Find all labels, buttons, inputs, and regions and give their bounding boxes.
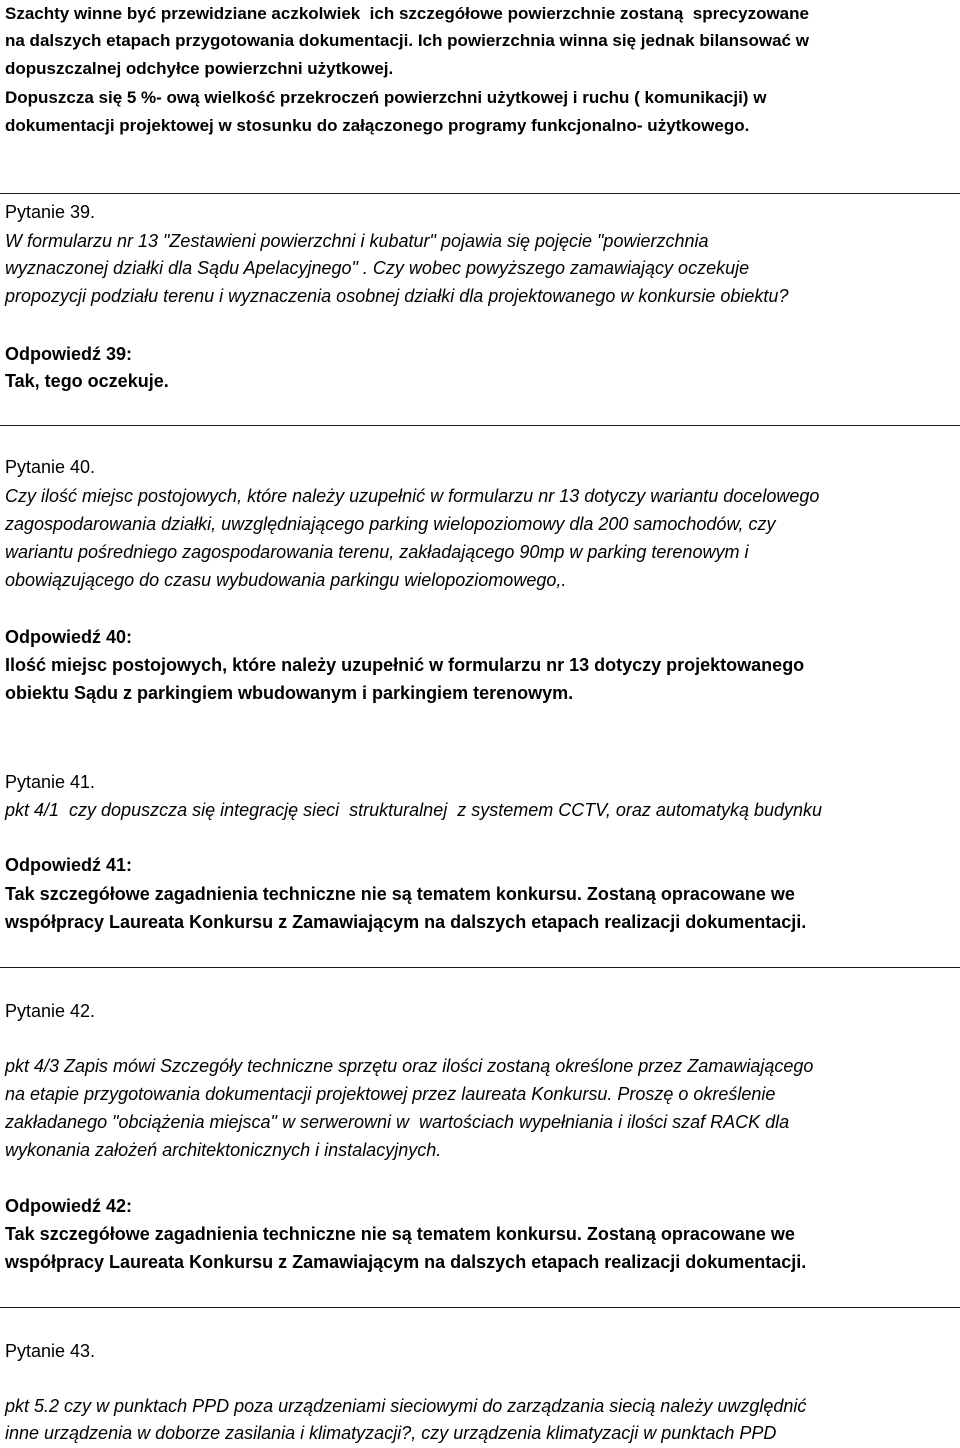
question-label: Pytanie 39. xyxy=(5,202,96,222)
question-label: Pytanie 43. xyxy=(5,1341,96,1361)
question-label: Pytanie 41. xyxy=(5,772,96,792)
divider xyxy=(0,967,960,968)
answer-text-line: Tak, tego oczekuje. xyxy=(5,371,169,391)
question-text-line: pkt 4/3 Zapis mówi Szczegóły techniczne sprzętu oraz ilości zostaną określone przez Zamawiającego xyxy=(5,1056,814,1076)
answer-label: Odpowiedź 41: xyxy=(5,855,133,875)
question-text-line: na etapie przygotowania dokumentacji projektowej przez laureata Konkursu. Proszę o określenie xyxy=(5,1084,776,1104)
question-text-line: W formularzu nr 13 "Zestawieni powierzchni i kubatur" pojawia się pojęcie "powierzchnia xyxy=(5,231,709,251)
divider xyxy=(0,1307,960,1308)
question-text-line: wykonania założeń architektonicznych i instalacyjnych. xyxy=(5,1140,442,1160)
intro-line: na dalszych etapach przygotowania dokumentacji. Ich powierzchnia winna się jednak bilansować w xyxy=(5,31,809,50)
answer-label: Odpowiedź 39: xyxy=(5,344,133,364)
question-text-line: zakładanego "obciążenia miejsca" w serwerowni w wartościach wypełniania i ilości szaf RACK dla xyxy=(5,1112,790,1132)
answer-text-line: współpracy Laureata Konkursu z Zamawiającym na dalszych etapach realizacji dokumentacji. xyxy=(5,1252,807,1272)
answer-text-line: Tak szczegółowe zagadnienia techniczne nie są tematem konkursu. Zostaną opracowane we xyxy=(5,1224,795,1244)
intro-line: dokumentacji projektowej w stosunku do załączonego programy funkcjonalno- użytkowego. xyxy=(5,116,750,135)
answer-text-line: Ilość miejsc postojowych, które należy uzupełnić w formularzu nr 13 dotyczy projektowanego xyxy=(5,655,805,675)
answer-text-line: obiektu Sądu z parkingiem wbudowanym i parkingiem terenowym. xyxy=(5,683,574,703)
question-text-line: Czy ilość miejsc postojowych, które należy uzupełnić w formularzu nr 13 dotyczy wariantu docelowego xyxy=(5,486,820,506)
question-text-line: inne urządzenia w doborze zasilania i klimatyzacji?, czy urządzenia klimatyzacji w punktach PPD xyxy=(5,1423,777,1443)
answer-label: Odpowiedź 40: xyxy=(5,627,133,647)
question-text-line: obowiązującego do czasu wybudowania parkingu wielopoziomowego,. xyxy=(5,570,567,590)
question-text-line: wyznaczonej działki dla Sądu Apelacyjnego" . Czy wobec powyższego zamawiający oczekuje xyxy=(5,258,750,278)
question-text-line: pkt 4/1 czy dopuszcza się integrację sieci strukturalnej z systemem CCTV, oraz automatyką budynku xyxy=(5,800,823,820)
divider xyxy=(0,193,960,194)
intro-line: Dopuszcza się 5 %- ową wielkość przekroczeń powierzchni użytkowej i ruchu ( komunikacji) w xyxy=(5,88,767,107)
answer-text-line: współpracy Laureata Konkursu z Zamawiającym na dalszych etapach realizacji dokumentacji. xyxy=(5,912,807,932)
intro-line: dopuszczalnej odchyłce powierzchni użytkowej. xyxy=(5,59,394,78)
question-label: Pytanie 42. xyxy=(5,1001,96,1021)
answer-text-line: Tak szczegółowe zagadnienia techniczne nie są tematem konkursu. Zostaną opracowane we xyxy=(5,884,795,904)
question-label: Pytanie 40. xyxy=(5,457,96,477)
question-text-line: propozycji podziału terenu i wyznaczenia osobnej działki dla projektowanego w konkursie obiektu? xyxy=(5,286,789,306)
question-text-line: wariantu pośredniego zagospodarowania terenu, zakładającego 90mp w parking terenowym i xyxy=(5,542,749,562)
question-text-line: zagospodarowania działki, uwzględniającego parking wielopoziomowy dla 200 samochodów, czy xyxy=(5,514,776,534)
answer-label: Odpowiedź 42: xyxy=(5,1196,133,1216)
question-text-line: pkt 5.2 czy w punktach PPD poza urządzeniami sieciowymi do zarządzania siecią należy uwzględnić xyxy=(5,1396,807,1416)
divider xyxy=(0,425,960,426)
intro-line: Szachty winne być przewidziane aczkolwiek ich szczegółowe powierzchnie zostaną sprecyzowane xyxy=(5,4,809,23)
